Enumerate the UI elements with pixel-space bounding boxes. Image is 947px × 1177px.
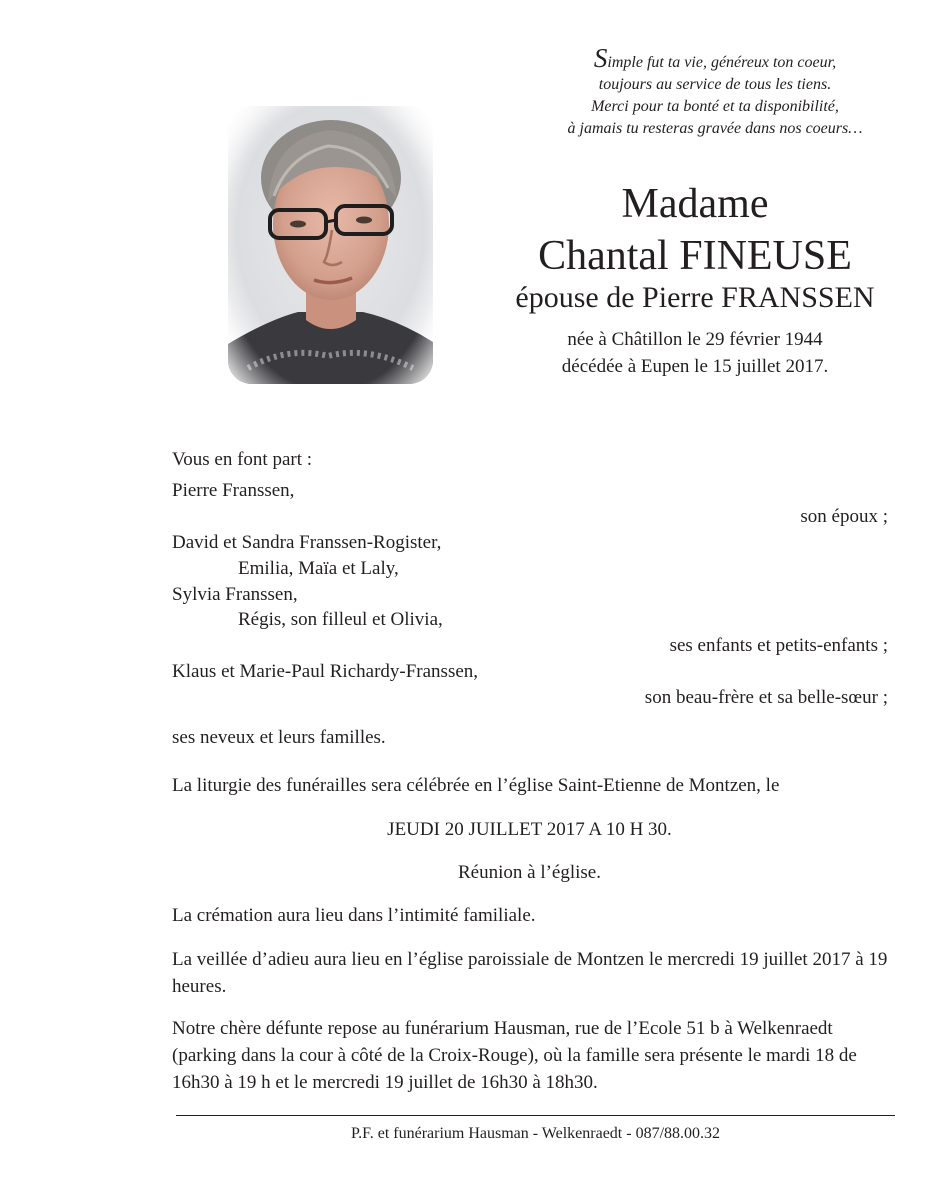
grandchildren-1: Emilia, Maïa et Laly, bbox=[238, 558, 399, 579]
deceased-name: Chantal FINEUSE bbox=[538, 233, 852, 279]
spouse-line: épouse de Pierre FRANSSEN bbox=[515, 281, 875, 314]
husband-relation: son époux ; bbox=[800, 506, 888, 527]
husband-name: Pierre Franssen, bbox=[172, 480, 295, 501]
deceased-title: Madame bbox=[621, 181, 769, 227]
liturgy-line: La liturgie des funérailles sera célébrée en l’église Saint-Etienne de Montzen, le bbox=[172, 775, 780, 796]
child-1: David et Sandra Franssen-Rogister, bbox=[172, 532, 442, 553]
ceremony-date: JEUDI 20 JUILLET 2017 A 10 H 30. bbox=[387, 819, 672, 840]
children-relation: ses enfants et petits-enfants ; bbox=[669, 635, 888, 656]
inlaws-relation: son beau-frère et sa belle-sœur ; bbox=[644, 687, 888, 708]
life-dates bbox=[480, 326, 910, 380]
child-2: Sylvia Franssen, bbox=[172, 584, 298, 605]
poem-line-2: toujours au service de tous les tiens. bbox=[598, 76, 832, 93]
vigil-paragraph: La veillée d’adieu aura lieu en l’église paroissiale de Montzen le mercredi 19 juillet 2017 à 19 heures. bbox=[172, 949, 888, 997]
poem-line-4: à jamais tu resteras gravée dans nos coeurs… bbox=[567, 120, 863, 137]
poem bbox=[520, 43, 910, 140]
birth-line: née à Châtillon le 29 février 1944 bbox=[567, 329, 823, 350]
footer-divider bbox=[176, 1115, 895, 1116]
grandchildren-2: Régis, son filleul et Olivia, bbox=[238, 609, 443, 630]
death-line: décédée à Eupen le 15 juillet 2017. bbox=[561, 356, 829, 377]
meeting-line: Réunion à l’église. bbox=[458, 862, 601, 883]
cremation-line: La crémation aura lieu dans l’intimité familiale. bbox=[172, 905, 536, 926]
nephews-line: ses neveux et leurs familles. bbox=[172, 727, 386, 748]
poem-line-3: Merci pour ta bonté et ta disponibilité, bbox=[591, 98, 839, 115]
inlaws-names: Klaus et Marie-Paul Richardy-Franssen, bbox=[172, 661, 479, 682]
announcement-intro: Vous en font part : bbox=[172, 449, 313, 470]
footer-text: P.F. et funérarium Hausman - Welkenraedt - 087/88.00.32 bbox=[350, 1125, 721, 1142]
rest-paragraph: Notre chère défunte repose au funérarium Hausman, rue de l’Ecole 51 b à Welkenraedt (parking dans la cour à côté de la Croix-Rouge), où la famille sera présente le mardi 18 de 16h30 à 19 h et le mercredi 19 juillet de 16h30 à 18h30. bbox=[172, 1018, 857, 1093]
portrait-photo bbox=[228, 106, 433, 384]
poem-line-1: Simple fut ta vie, généreux ton coeur, bbox=[593, 43, 837, 73]
